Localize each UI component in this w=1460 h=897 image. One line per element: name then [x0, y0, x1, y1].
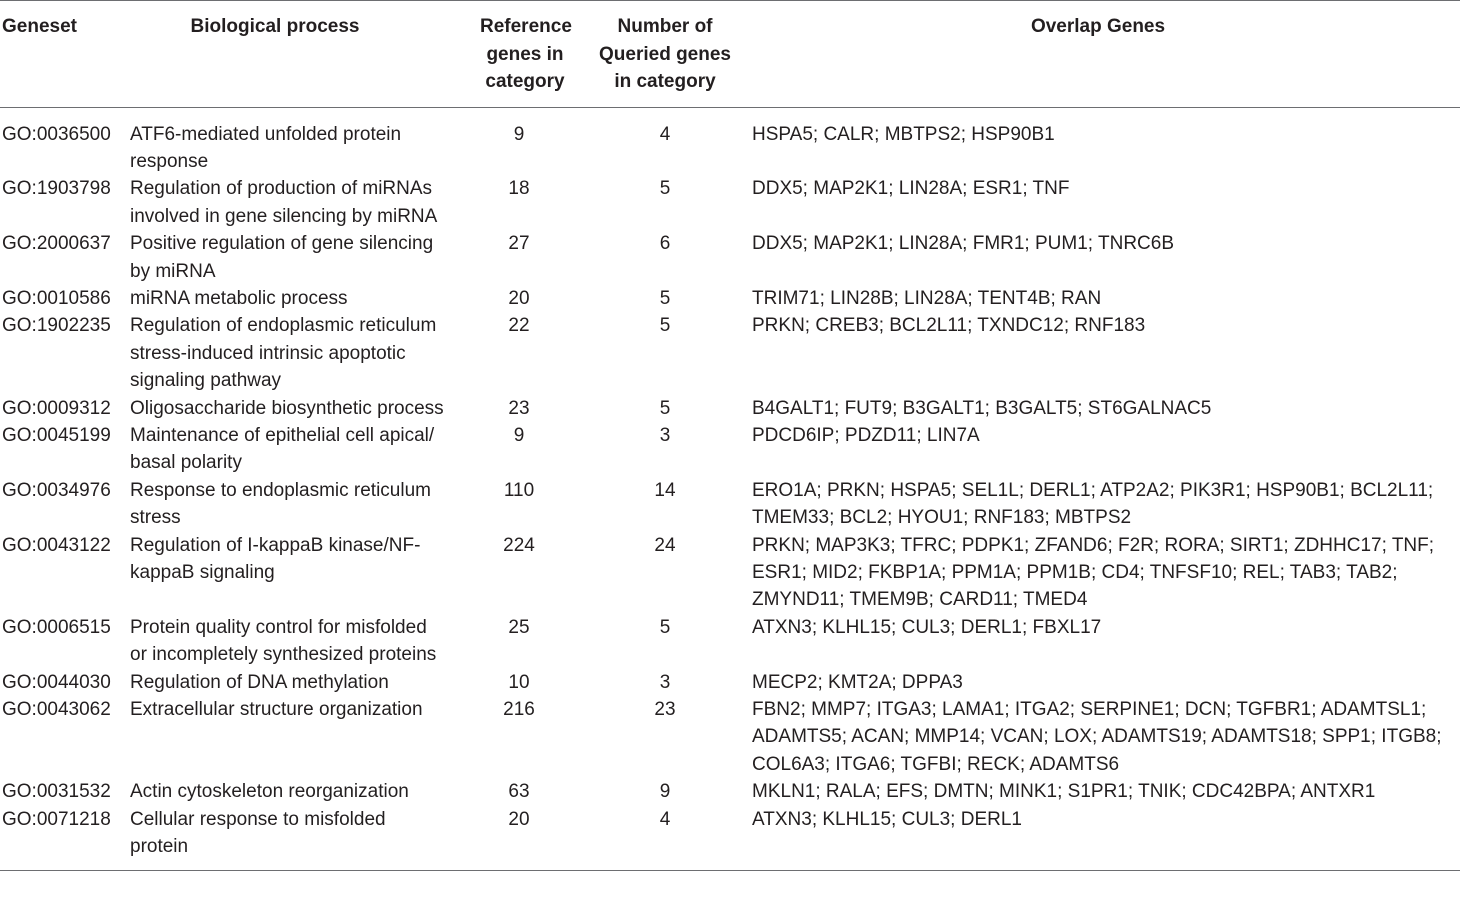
- geneset-cell: GO:0010586: [2, 287, 111, 309]
- geneset-cell: GO:0071218: [2, 808, 111, 830]
- reference-genes-cell: 9: [513, 123, 525, 145]
- biological-process-cell: miRNA metabolic process: [130, 287, 348, 309]
- table-row: [0, 175, 1460, 230]
- reference-genes-cell: 25: [508, 616, 530, 638]
- geneset-cell: GO:0036500: [2, 123, 111, 145]
- table-row: [0, 285, 1460, 312]
- overlap-genes-cell: ATXN3; KLHL15; CUL3; DERL1; FBXL17: [752, 616, 1102, 638]
- overlap-genes-cell: PDCD6IP; PDZD11; LIN7A: [752, 424, 980, 446]
- biological-process-cell: Cellular response to misfolded protein: [130, 808, 386, 858]
- table-row: [0, 107, 1460, 175]
- overlap-genes-cell: DDX5; MAP2K1; LIN28A; FMR1; PUM1; TNRC6B: [752, 233, 1174, 255]
- table-row: [0, 395, 1460, 422]
- biological-process-cell: Positive regulation of gene silencing by miRNA: [130, 233, 434, 282]
- table-row: [0, 614, 1460, 669]
- table-row: [0, 312, 1460, 394]
- geneset-cell: GO:0031532: [2, 781, 111, 803]
- table-row: [0, 669, 1460, 696]
- geneset-cell: GO:1903798: [2, 178, 111, 200]
- queried-genes-cell: 3: [659, 424, 671, 446]
- queried-genes-cell: 3: [659, 671, 671, 693]
- overlap-genes-cell: B4GALT1; FUT9; B3GALT1; B3GALT5; ST6GALNAC5: [752, 397, 1212, 419]
- queried-genes-cell: 24: [654, 534, 676, 556]
- overlap-genes-cell: FBN2; MMP7; ITGA3; LAMA1; ITGA2; SERPINE1; DCN; TGFBR1; ADAMTSL1; ADAMTS5; ACAN; MMP14; VCAN; LOX; ADAMTS19; ADAMTS18; SPP1; ITGB8; COL6A3; ITGA6; TGFBI; RECK; ADAMTS6: [752, 699, 1442, 775]
- queried-genes-cell: 4: [659, 808, 671, 830]
- geneset-cell: GO:0009312: [2, 397, 111, 419]
- queried-genes-cell: 9: [659, 781, 671, 803]
- biological-process-cell: Oligosaccharide biosynthetic process: [130, 397, 444, 419]
- reference-genes-cell: 27: [508, 233, 530, 255]
- queried-genes-cell: 5: [659, 616, 671, 638]
- reference-genes-cell: 10: [508, 671, 530, 693]
- geneset-cell: GO:0045199: [2, 424, 111, 446]
- queried-genes-cell: 5: [659, 397, 671, 419]
- overlap-genes-cell: MECP2; KMT2A; DPPA3: [752, 671, 963, 693]
- geneset-cell: GO:2000637: [2, 233, 111, 255]
- reference-genes-cell: 20: [508, 808, 530, 830]
- header-overlap-genes: Overlap Genes: [1030, 16, 1166, 37]
- queried-genes-cell: 5: [659, 315, 671, 337]
- queried-genes-cell: 5: [659, 287, 671, 309]
- geneset-cell: GO:0043062: [2, 699, 111, 721]
- queried-genes-cell: 5: [659, 178, 671, 200]
- reference-genes-cell: 23: [508, 397, 530, 419]
- biological-process-cell: Protein quality control for misfolded or incompletely synthesized proteins: [130, 616, 437, 666]
- geneset-cell: GO:1902235: [2, 315, 111, 337]
- reference-genes-cell: 20: [508, 287, 530, 309]
- biological-process-cell: Regulation of I-kappaB kinase/NF-kappaB signaling: [130, 534, 421, 583]
- table-row: [0, 230, 1460, 285]
- reference-genes-cell: 63: [508, 781, 530, 803]
- queried-genes-cell: 4: [659, 123, 671, 145]
- overlap-genes-cell: MKLN1; RALA; EFS; DMTN; MINK1; S1PR1; TNIK; CDC42BPA; ANTXR1: [752, 781, 1376, 803]
- reference-genes-cell: 18: [508, 178, 530, 200]
- geneset-cell: GO:0034976: [2, 479, 111, 501]
- overlap-genes-cell: ERO1A; PRKN; HSPA5; SEL1L; DERL1; ATP2A2; PIK3R1; HSP90B1; BCL2L11; TMEM33; BCL2; HYOU1; RNF183; MBTPS2: [752, 479, 1434, 529]
- biological-process-cell: ATF6-mediated unfolded protein response: [130, 123, 402, 172]
- overlap-genes-cell: TRIM71; LIN28B; LIN28A; TENT4B; RAN: [752, 287, 1102, 309]
- biological-process-cell: Response to endoplasmic reticulum stress: [130, 479, 431, 529]
- header-geneset: Geneset: [2, 16, 77, 37]
- table-row: [0, 477, 1460, 532]
- table-row: [0, 778, 1460, 805]
- overlap-genes-cell: HSPA5; CALR; MBTPS2; HSP90B1: [752, 123, 1055, 145]
- queried-genes-cell: 6: [659, 233, 671, 255]
- biological-process-cell: Regulation of production of miRNAs involved in gene silencing by miRNA: [130, 178, 438, 227]
- header-reference-genes: Reference genes in category: [480, 16, 572, 92]
- geneset-cell: GO:0006515: [2, 616, 111, 638]
- reference-genes-cell: 22: [508, 315, 530, 337]
- table-row: [0, 422, 1460, 477]
- queried-genes-cell: 14: [654, 479, 676, 501]
- biological-process-cell: Regulation of endoplasmic reticulum stress-induced intrinsic apoptotic signaling pathway: [130, 315, 437, 392]
- overlap-genes-cell: ATXN3; KLHL15; CUL3; DERL1: [752, 808, 1022, 830]
- table-row: [0, 696, 1460, 778]
- header-row: [0, 1, 1460, 108]
- queried-genes-cell: 23: [654, 699, 676, 721]
- overlap-genes-cell: PRKN; MAP3K3; TFRC; PDPK1; ZFAND6; F2R; RORA; SIRT1; ZDHHC17; TNF; ESR1; MID2; FKBP1A; PPM1A; PPM1B; CD4; TNFSF10; REL; TAB3; TAB2; ZMYND11; TMEM9B; CARD11; TMED4: [752, 534, 1435, 611]
- overlap-genes-cell: PRKN; CREB3; BCL2L11; TXNDC12; RNF183: [752, 315, 1146, 337]
- table-body: [0, 107, 1460, 871]
- table-row: [0, 806, 1460, 871]
- header-queried-genes: Number of Queried genes in category: [599, 16, 731, 92]
- table-row: [0, 532, 1460, 614]
- biological-process-cell: Maintenance of epithelial cell apical/ basal polarity: [130, 424, 435, 474]
- biological-process-cell: Regulation of DNA methylation: [130, 671, 389, 693]
- biological-process-cell: Extracellular structure organization: [130, 699, 423, 721]
- reference-genes-cell: 224: [503, 534, 535, 556]
- overlap-genes-cell: DDX5; MAP2K1; LIN28A; ESR1; TNF: [752, 178, 1070, 200]
- geneset-cell: GO:0043122: [2, 534, 111, 556]
- geneset-cell: GO:0044030: [2, 671, 111, 693]
- biological-process-cell: Actin cytoskeleton reorganization: [130, 781, 409, 803]
- table-header: [0, 1, 1460, 108]
- reference-genes-cell: 110: [503, 479, 535, 501]
- header-biological-process: Biological process: [190, 16, 360, 37]
- reference-genes-cell: 9: [513, 424, 525, 446]
- reference-genes-cell: 216: [503, 699, 535, 721]
